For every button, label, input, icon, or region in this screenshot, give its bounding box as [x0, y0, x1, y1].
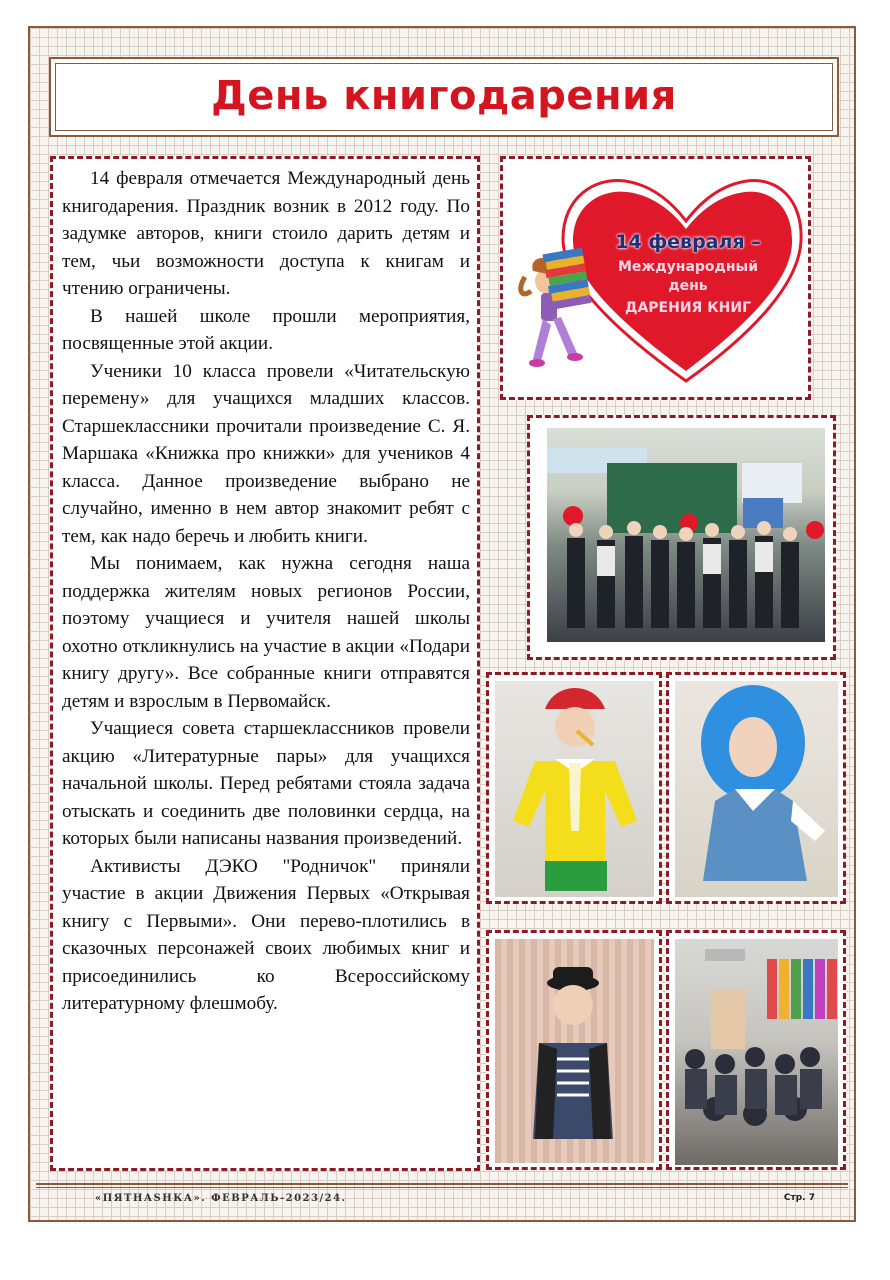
boy-costume-photo [495, 939, 654, 1163]
paragraph-5: Учащиеся совета старшеклассников провели акцию «Литературные пары» для учащихся начальной школы. Перед ребятами стояла задача отыскать и соединить две половинки сердца, на которых были написаны названия произведений. [62, 718, 470, 849]
footer-divider [36, 1183, 848, 1185]
paragraph-3: Ученики 10 класса провели «Читательскую перемену» для учащихся младших классов. Старшеклассники прочитали произведение С. Я. Маршака «Книжка про книжки» для учеников 4 класса. Данное произведение выбрано не случайно, именно в нем автор знакомит ребят с тем, как надо беречь и любить книги. [62, 360, 470, 547]
pinocchio-photo-frame [486, 672, 662, 904]
paragraph-6: Активисты ДЭКО "Родничок" приняли участие в акции Движения Первых «Открывая книгу с Первыми». Они перево-плотились в сказочных персонажей своих любимых книг и присоединились ко Всероссийскому литературному флешмобу. [62, 855, 470, 1014]
heart-graphic-frame [500, 156, 811, 400]
heart-line-3: день [668, 278, 708, 294]
malvina-photo-frame [666, 672, 846, 904]
footer-page-number: Стр. 7 [783, 1193, 815, 1203]
paragraph-1: 14 февраля отмечается Международный день книгодарения. Праздник возник в 2012 году. По задумке авторов, книги стоило дарить детям и тем, чьи возможности доступа к книгам и чтению ограничены. [62, 168, 470, 299]
class-group-photo [547, 428, 825, 642]
reading-scene-icon [675, 939, 838, 1165]
title-box [49, 57, 839, 137]
page-title: День книгодарения [211, 73, 677, 119]
heart-line-1: 14 февраля – [615, 231, 761, 253]
paragraph-2: В нашей школе прошли мероприятия, посвященные этой акции. [62, 305, 470, 354]
reading-photo-frame [666, 930, 846, 1170]
pinocchio-figure-icon [495, 681, 654, 897]
paragraph-4: Мы понимаем, как нужна сегодня наша поддержка жителям новых регионов России, поэтому учащиеся и учителя нашей школы охотно откликнулись на участие в акции «Подари книгу другу». Все собранные книги отправятся детям и взрослым в Первомайск. [62, 553, 470, 712]
footer-divider-thin [36, 1187, 848, 1188]
malvina-costume-photo [675, 681, 838, 897]
pinocchio-costume-photo [495, 681, 654, 897]
footer-publication: «ПЯТНАSHКА». ФЕВРАЛЬ-2023/24. [95, 1193, 347, 1204]
heart-line-4: ДАРЕНИЯ КНИГ [624, 300, 751, 316]
malvina-figure-icon [675, 681, 838, 897]
girl-with-books-icon [521, 248, 592, 367]
boy-figure-icon [495, 939, 654, 1163]
classroom-reading-photo [675, 939, 838, 1165]
class-photo-frame [527, 415, 836, 660]
article-text-box [50, 156, 480, 1171]
class-scene-icon [547, 428, 825, 642]
boy-in-hat-photo-frame [486, 930, 662, 1170]
heart-line-2: Международный [618, 259, 758, 275]
